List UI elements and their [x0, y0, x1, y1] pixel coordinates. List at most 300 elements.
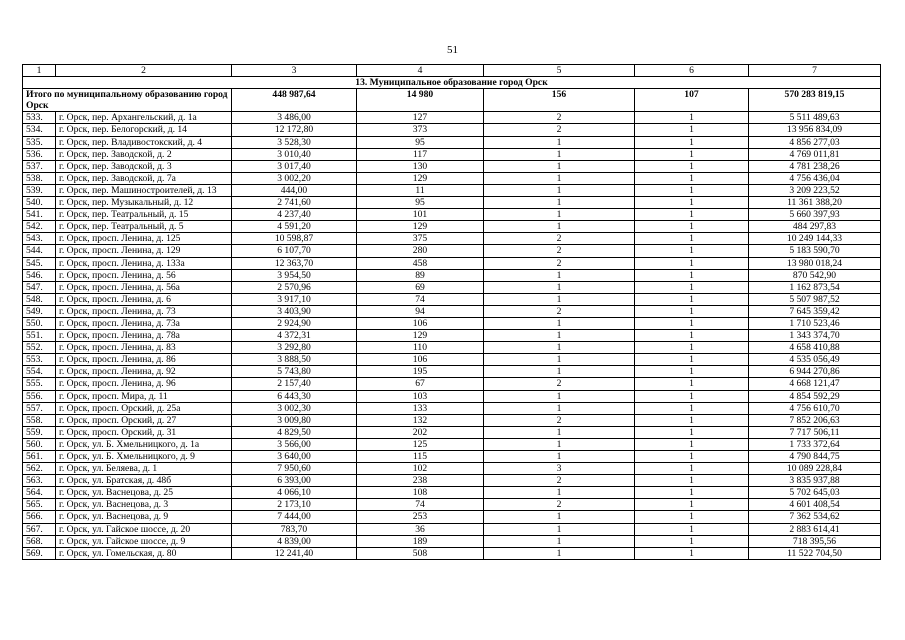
row-address: г. Орск, просп. Ленина, д. 129	[56, 245, 232, 257]
row-col6: 1	[635, 197, 749, 209]
table-row	[23, 426, 881, 438]
row-address: г. Орск, просп. Ленина, д. 73а	[56, 317, 232, 329]
row-col5: 1	[484, 136, 635, 148]
row-number: 558.	[23, 414, 56, 426]
row-cost: 10 089 228,84	[749, 463, 881, 475]
row-residents: 74	[357, 293, 484, 305]
row-area: 2 570,96	[232, 281, 357, 293]
row-area: 3 528,30	[232, 136, 357, 148]
row-col5: 1	[484, 402, 635, 414]
row-cost: 3 835 937,88	[749, 475, 881, 487]
row-area: 3 888,50	[232, 354, 357, 366]
row-cost: 5 183 590,70	[749, 245, 881, 257]
row-col5: 2	[484, 499, 635, 511]
row-area: 6 443,30	[232, 390, 357, 402]
row-col6: 1	[635, 511, 749, 523]
row-residents: 125	[357, 438, 484, 450]
row-area: 6 107,70	[232, 245, 357, 257]
row-area: 444,00	[232, 184, 357, 196]
row-area: 5 743,80	[232, 366, 357, 378]
row-address: г. Орск, просп. Ленина, д. 133а	[56, 257, 232, 269]
table-row	[23, 511, 881, 523]
row-cost: 11 522 704,50	[749, 547, 881, 559]
row-cost: 7 852 206,63	[749, 414, 881, 426]
table-row	[23, 475, 881, 487]
row-cost: 1 343 374,70	[749, 330, 881, 342]
row-col5: 1	[484, 197, 635, 209]
row-number: 553.	[23, 354, 56, 366]
row-residents: 129	[357, 330, 484, 342]
row-address: г. Орск, пер. Владивостокский, д. 4	[56, 136, 232, 148]
row-residents: 195	[357, 366, 484, 378]
row-col5: 1	[484, 281, 635, 293]
row-cost: 4 601 408,54	[749, 499, 881, 511]
column-number: 7	[749, 65, 881, 77]
row-col6: 1	[635, 148, 749, 160]
row-cost: 4 790 844,75	[749, 451, 881, 463]
row-col6: 1	[635, 233, 749, 245]
row-area: 3 292,80	[232, 342, 357, 354]
row-residents: 458	[357, 257, 484, 269]
table-row	[23, 438, 881, 450]
row-area: 3 002,30	[232, 402, 357, 414]
row-col5: 1	[484, 451, 635, 463]
row-col5: 1	[484, 342, 635, 354]
row-col5: 1	[484, 148, 635, 160]
row-residents: 508	[357, 547, 484, 559]
table-row	[23, 136, 881, 148]
row-col6: 1	[635, 402, 749, 414]
row-number: 543.	[23, 233, 56, 245]
table-row	[23, 293, 881, 305]
row-residents: 95	[357, 136, 484, 148]
row-cost: 10 249 144,33	[749, 233, 881, 245]
row-col6: 1	[635, 535, 749, 547]
row-residents: 238	[357, 475, 484, 487]
table-row	[23, 378, 881, 390]
row-number: 533.	[23, 112, 56, 124]
row-area: 12 363,70	[232, 257, 357, 269]
column-number: 1	[23, 65, 56, 77]
row-address: г. Орск, ул. Гомельская, д. 80	[56, 547, 232, 559]
row-number: 562.	[23, 463, 56, 475]
row-number: 559.	[23, 426, 56, 438]
row-number: 538.	[23, 172, 56, 184]
row-col5: 1	[484, 209, 635, 221]
row-cost: 718 395,56	[749, 535, 881, 547]
row-number: 560.	[23, 438, 56, 450]
row-address: г. Орск, просп. Ленина, д. 96	[56, 378, 232, 390]
row-area: 3 486,00	[232, 112, 357, 124]
row-cost: 1 710 523,46	[749, 317, 881, 329]
row-address: г. Орск, пер. Белогорский, д. 14	[56, 124, 232, 136]
column-number: 2	[56, 65, 232, 77]
row-cost: 4 658 410,88	[749, 342, 881, 354]
row-number: 547.	[23, 281, 56, 293]
column-number: 6	[635, 65, 749, 77]
row-number: 535.	[23, 136, 56, 148]
row-number: 540.	[23, 197, 56, 209]
row-col5: 1	[484, 511, 635, 523]
row-col6: 1	[635, 160, 749, 172]
row-col6: 1	[635, 499, 749, 511]
row-number: 551.	[23, 330, 56, 342]
row-area: 4 591,20	[232, 221, 357, 233]
row-col6: 1	[635, 378, 749, 390]
row-number: 550.	[23, 317, 56, 329]
row-residents: 117	[357, 148, 484, 160]
row-address: г. Орск, просп. Мира, д. 11	[56, 390, 232, 402]
table-row	[23, 402, 881, 414]
row-number: 545.	[23, 257, 56, 269]
row-col5: 1	[484, 330, 635, 342]
row-col5: 2	[484, 378, 635, 390]
row-number: 557.	[23, 402, 56, 414]
column-numbers-row	[23, 65, 881, 77]
table-row	[23, 547, 881, 559]
row-area: 2 157,40	[232, 378, 357, 390]
row-col6: 1	[635, 172, 749, 184]
table-row	[23, 463, 881, 475]
row-residents: 11	[357, 184, 484, 196]
row-address: г. Орск, пер. Музыкальный, д. 12	[56, 197, 232, 209]
row-address: г. Орск, пер. Заводской, д. 3	[56, 160, 232, 172]
table-row	[23, 354, 881, 366]
row-area: 4 237,40	[232, 209, 357, 221]
row-number: 552.	[23, 342, 56, 354]
row-number: 534.	[23, 124, 56, 136]
row-address: г. Орск, просп. Ленина, д. 78а	[56, 330, 232, 342]
table-row	[23, 342, 881, 354]
row-residents: 89	[357, 269, 484, 281]
row-cost: 7 717 506,11	[749, 426, 881, 438]
total-row	[23, 89, 881, 112]
row-col6: 1	[635, 438, 749, 450]
row-area: 3 010,40	[232, 148, 357, 160]
row-address: г. Орск, просп. Орский, д. 27	[56, 414, 232, 426]
row-cost: 13 956 834,09	[749, 124, 881, 136]
row-number: 568.	[23, 535, 56, 547]
row-col6: 1	[635, 475, 749, 487]
row-col6: 1	[635, 523, 749, 535]
row-col6: 1	[635, 293, 749, 305]
row-cost: 5 507 987,52	[749, 293, 881, 305]
row-number: 564.	[23, 487, 56, 499]
row-col6: 1	[635, 305, 749, 317]
row-address: г. Орск, пер. Машиностроителей, д. 13	[56, 184, 232, 196]
row-residents: 280	[357, 245, 484, 257]
row-area: 10 598,87	[232, 233, 357, 245]
housing-table	[22, 64, 881, 560]
row-address: г. Орск, ул. Братская, д. 48б	[56, 475, 232, 487]
row-col5: 1	[484, 487, 635, 499]
row-number: 561.	[23, 451, 56, 463]
total-cost: 570 283 819,15	[749, 89, 881, 112]
row-residents: 130	[357, 160, 484, 172]
row-residents: 67	[357, 378, 484, 390]
total-col5: 156	[484, 89, 635, 112]
row-col5: 1	[484, 438, 635, 450]
row-number: 563.	[23, 475, 56, 487]
table-row	[23, 390, 881, 402]
row-cost: 5 702 645,03	[749, 487, 881, 499]
row-residents: 375	[357, 233, 484, 245]
row-area: 7 950,60	[232, 463, 357, 475]
row-address: г. Орск, ул. Васнецова, д. 9	[56, 511, 232, 523]
row-col6: 1	[635, 330, 749, 342]
row-address: г. Орск, просп. Ленина, д. 92	[56, 366, 232, 378]
row-number: 567.	[23, 523, 56, 535]
row-number: 554.	[23, 366, 56, 378]
row-col6: 1	[635, 257, 749, 269]
table-row	[23, 233, 881, 245]
row-cost: 6 944 270,86	[749, 366, 881, 378]
row-area: 2 741,60	[232, 197, 357, 209]
row-residents: 189	[357, 535, 484, 547]
table-row	[23, 499, 881, 511]
row-area: 12 172,80	[232, 124, 357, 136]
row-col6: 1	[635, 317, 749, 329]
row-residents: 74	[357, 499, 484, 511]
row-cost: 4 769 011,81	[749, 148, 881, 160]
row-residents: 36	[357, 523, 484, 535]
table-row	[23, 221, 881, 233]
row-col5: 1	[484, 390, 635, 402]
row-col5: 2	[484, 124, 635, 136]
row-number: 541.	[23, 209, 56, 221]
row-col6: 1	[635, 451, 749, 463]
table-body	[23, 65, 881, 560]
total-label: Итого по муниципальному образованию город Орск	[23, 89, 232, 112]
row-address: г. Орск, ул. Беляева, д. 1	[56, 463, 232, 475]
row-col5: 1	[484, 293, 635, 305]
row-area: 4 829,50	[232, 426, 357, 438]
row-area: 7 444,00	[232, 511, 357, 523]
table-row	[23, 317, 881, 329]
table-row	[23, 305, 881, 317]
row-number: 555.	[23, 378, 56, 390]
row-col5: 1	[484, 366, 635, 378]
row-col6: 1	[635, 281, 749, 293]
row-col5: 1	[484, 160, 635, 172]
row-address: г. Орск, пер. Театральный, д. 15	[56, 209, 232, 221]
row-residents: 133	[357, 402, 484, 414]
row-residents: 129	[357, 221, 484, 233]
row-number: 566.	[23, 511, 56, 523]
table-row	[23, 160, 881, 172]
table-row	[23, 281, 881, 293]
table-row	[23, 148, 881, 160]
row-col6: 1	[635, 221, 749, 233]
row-col6: 1	[635, 487, 749, 499]
row-residents: 373	[357, 124, 484, 136]
row-area: 12 241,40	[232, 547, 357, 559]
row-number: 549.	[23, 305, 56, 317]
row-col6: 1	[635, 269, 749, 281]
row-col6: 1	[635, 136, 749, 148]
row-area: 3 009,80	[232, 414, 357, 426]
row-col6: 1	[635, 124, 749, 136]
column-number: 4	[357, 65, 484, 77]
column-number: 5	[484, 65, 635, 77]
row-residents: 102	[357, 463, 484, 475]
row-cost: 484 297,83	[749, 221, 881, 233]
row-address: г. Орск, пер. Заводской, д. 2	[56, 148, 232, 160]
row-area: 3 002,20	[232, 172, 357, 184]
row-number: 565.	[23, 499, 56, 511]
row-cost: 5 511 489,63	[749, 112, 881, 124]
row-address: г. Орск, ул. Гайское шоссе, д. 9	[56, 535, 232, 547]
table-row	[23, 414, 881, 426]
table-row	[23, 124, 881, 136]
row-cost: 3 209 223,52	[749, 184, 881, 196]
row-area: 2 173,10	[232, 499, 357, 511]
row-col6: 1	[635, 463, 749, 475]
row-number: 537.	[23, 160, 56, 172]
row-residents: 103	[357, 390, 484, 402]
row-residents: 108	[357, 487, 484, 499]
row-col5: 1	[484, 547, 635, 559]
row-address: г. Орск, ул. Гайское шоссе, д. 20	[56, 523, 232, 535]
row-number: 542.	[23, 221, 56, 233]
total-col6: 107	[635, 89, 749, 112]
row-residents: 129	[357, 172, 484, 184]
table-row	[23, 330, 881, 342]
row-col6: 1	[635, 184, 749, 196]
row-cost: 4 535 056,49	[749, 354, 881, 366]
row-cost: 4 854 592,29	[749, 390, 881, 402]
row-residents: 110	[357, 342, 484, 354]
row-residents: 127	[357, 112, 484, 124]
row-col5: 1	[484, 172, 635, 184]
row-cost: 4 668 121,47	[749, 378, 881, 390]
row-address: г. Орск, ул. Б. Хмельницкого, д. 1а	[56, 438, 232, 450]
row-number: 569.	[23, 547, 56, 559]
row-address: г. Орск, ул. Васнецова, д. 3	[56, 499, 232, 511]
total-residents: 14 980	[357, 89, 484, 112]
row-col6: 1	[635, 112, 749, 124]
row-address: г. Орск, ул. Васнецова, д. 25	[56, 487, 232, 499]
row-area: 4 372,31	[232, 330, 357, 342]
section-title: 13. Муниципальное образование город Орск	[23, 77, 881, 89]
row-col5: 1	[484, 523, 635, 535]
column-number: 3	[232, 65, 357, 77]
row-number: 548.	[23, 293, 56, 305]
row-col5: 1	[484, 184, 635, 196]
row-residents: 202	[357, 426, 484, 438]
table-row	[23, 257, 881, 269]
row-area: 2 924,90	[232, 317, 357, 329]
row-address: г. Орск, просп. Ленина, д. 56	[56, 269, 232, 281]
row-col5: 1	[484, 317, 635, 329]
row-address: г. Орск, просп. Орский, д. 31	[56, 426, 232, 438]
table-row	[23, 451, 881, 463]
table-row	[23, 245, 881, 257]
row-col5: 1	[484, 221, 635, 233]
row-residents: 106	[357, 317, 484, 329]
row-col6: 1	[635, 414, 749, 426]
row-col6: 1	[635, 366, 749, 378]
table-row	[23, 209, 881, 221]
row-area: 3 403,90	[232, 305, 357, 317]
row-address: г. Орск, просп. Ленина, д. 73	[56, 305, 232, 317]
row-area: 6 393,00	[232, 475, 357, 487]
row-number: 536.	[23, 148, 56, 160]
row-number: 546.	[23, 269, 56, 281]
row-area: 3 017,40	[232, 160, 357, 172]
row-residents: 101	[357, 209, 484, 221]
row-address: г. Орск, просп. Ленина, д. 56а	[56, 281, 232, 293]
row-col6: 1	[635, 426, 749, 438]
row-col5: 1	[484, 426, 635, 438]
row-cost: 4 756 610,70	[749, 402, 881, 414]
row-col5: 2	[484, 233, 635, 245]
row-cost: 4 756 436,04	[749, 172, 881, 184]
table-row	[23, 269, 881, 281]
row-address: г. Орск, пер. Архангельский, д. 1а	[56, 112, 232, 124]
row-col6: 1	[635, 245, 749, 257]
row-number: 544.	[23, 245, 56, 257]
row-residents: 115	[357, 451, 484, 463]
table-row	[23, 366, 881, 378]
row-col5: 1	[484, 535, 635, 547]
row-cost: 13 980 018,24	[749, 257, 881, 269]
row-cost: 1 733 372,64	[749, 438, 881, 450]
page-number: 51	[447, 44, 458, 56]
row-cost: 4 856 277,03	[749, 136, 881, 148]
row-cost: 7 362 534,62	[749, 511, 881, 523]
row-address: г. Орск, просп. Орский, д. 25а	[56, 402, 232, 414]
row-cost: 5 660 397,93	[749, 209, 881, 221]
row-cost: 870 542,90	[749, 269, 881, 281]
row-area: 4 066,10	[232, 487, 357, 499]
row-col6: 1	[635, 209, 749, 221]
row-residents: 94	[357, 305, 484, 317]
row-residents: 132	[357, 414, 484, 426]
row-cost: 4 781 238,26	[749, 160, 881, 172]
row-area: 783,70	[232, 523, 357, 535]
row-col5: 2	[484, 414, 635, 426]
total-area: 448 987,64	[232, 89, 357, 112]
table-row	[23, 184, 881, 196]
row-address: г. Орск, пер. Театральный, д. 5	[56, 221, 232, 233]
row-cost: 2 883 614,41	[749, 523, 881, 535]
table-row	[23, 172, 881, 184]
row-cost: 1 162 873,54	[749, 281, 881, 293]
row-col5: 2	[484, 257, 635, 269]
row-address: г. Орск, ул. Б. Хмельницкого, д. 9	[56, 451, 232, 463]
row-col5: 2	[484, 475, 635, 487]
row-area: 3 917,10	[232, 293, 357, 305]
row-col5: 2	[484, 305, 635, 317]
row-residents: 106	[357, 354, 484, 366]
row-col6: 1	[635, 390, 749, 402]
row-address: г. Орск, просп. Ленина, д. 6	[56, 293, 232, 305]
row-col6: 1	[635, 354, 749, 366]
row-address: г. Орск, просп. Ленина, д. 86	[56, 354, 232, 366]
row-col5: 3	[484, 463, 635, 475]
row-residents: 69	[357, 281, 484, 293]
row-address: г. Орск, просп. Ленина, д. 83	[56, 342, 232, 354]
row-residents: 95	[357, 197, 484, 209]
table-row	[23, 535, 881, 547]
row-area: 4 839,00	[232, 535, 357, 547]
table-row	[23, 197, 881, 209]
table-row	[23, 487, 881, 499]
row-residents: 253	[357, 511, 484, 523]
section-header-row	[23, 77, 881, 89]
row-col6: 1	[635, 547, 749, 559]
